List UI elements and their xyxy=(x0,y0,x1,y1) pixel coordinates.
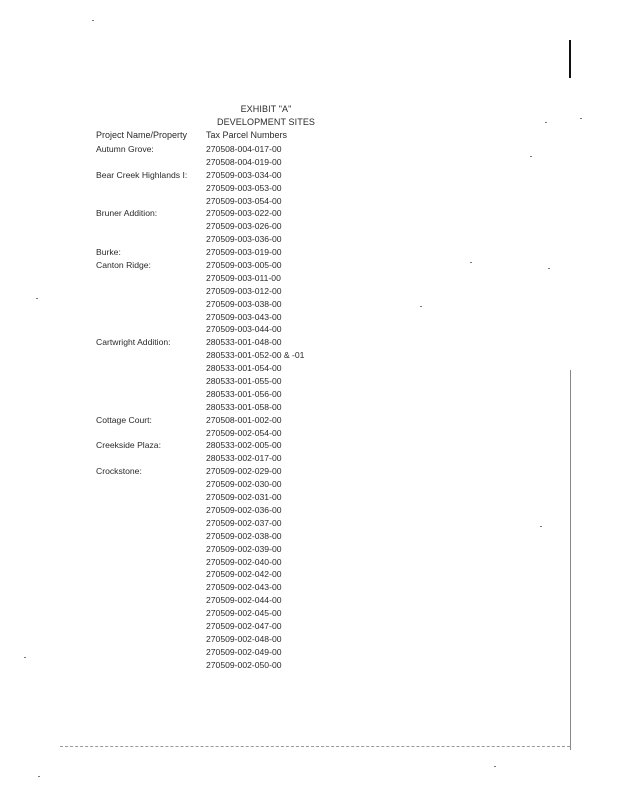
tax-parcel-number: 270509-002-030-00 xyxy=(206,479,282,490)
parcel-row xyxy=(96,375,416,388)
tax-parcel-number: 270509-002-042-00 xyxy=(206,569,282,580)
tax-parcel-number: 270508-001-002-00 xyxy=(206,414,282,425)
tax-parcel-number: 270509-003-053-00 xyxy=(206,182,282,193)
exhibit-title: EXHIBIT "A" xyxy=(240,104,292,114)
parcel-row xyxy=(96,543,416,556)
scan-edge-line xyxy=(570,370,571,750)
tax-parcel-number: 280533-001-056-00 xyxy=(206,388,282,399)
tax-parcel-number: 270508-004-017-00 xyxy=(206,144,282,154)
parcel-row xyxy=(96,504,416,517)
scan-footer-line xyxy=(60,746,570,747)
tax-parcel-number: 270509-003-043-00 xyxy=(206,311,282,322)
parcel-row xyxy=(96,581,416,594)
parcel-row xyxy=(96,169,416,182)
scan-speck xyxy=(540,526,542,527)
parcel-row xyxy=(96,272,416,285)
parcel-row xyxy=(96,478,416,491)
tax-parcel-number: 270509-003-022-00 xyxy=(206,208,282,219)
scan-speck xyxy=(24,657,26,658)
tax-parcel-number: 270509-003-026-00 xyxy=(206,221,282,232)
parcel-row xyxy=(96,659,416,672)
tax-parcel-number: 270509-002-037-00 xyxy=(206,517,282,528)
tax-parcel-number: 270509-002-040-00 xyxy=(206,556,282,567)
tax-parcel-number: 270509-002-039-00 xyxy=(206,543,282,554)
parcel-row xyxy=(96,401,416,414)
parcel-row xyxy=(96,336,416,349)
tax-parcel-number: 280533-001-058-00 xyxy=(206,401,282,412)
project-name: Burke: xyxy=(96,247,121,258)
tax-parcel-number: 270509-002-038-00 xyxy=(206,530,282,541)
parcel-row xyxy=(96,517,416,530)
parcel-row xyxy=(96,388,416,401)
tax-parcel-number: 270509-003-019-00 xyxy=(206,247,282,258)
parcel-row xyxy=(96,233,416,246)
scan-speck xyxy=(420,306,422,307)
tax-parcel-number: 270509-002-049-00 xyxy=(206,646,282,657)
project-name: Bear Creek Highlands I: xyxy=(96,169,188,180)
scan-speck xyxy=(580,118,582,119)
tax-parcel-number: 270509-002-045-00 xyxy=(206,608,282,619)
tax-parcel-number: 270509-002-036-00 xyxy=(206,504,282,515)
tax-parcel-number: 270509-003-012-00 xyxy=(206,285,282,296)
parcel-row xyxy=(96,646,416,659)
tax-parcel-number: 270509-003-036-00 xyxy=(206,234,282,245)
tax-parcel-number: 270509-003-044-00 xyxy=(206,324,282,335)
tax-parcel-number: 280533-001-054-00 xyxy=(206,363,282,374)
project-name: Cottage Court: xyxy=(96,414,152,425)
tax-parcel-number: 280533-002-017-00 xyxy=(206,453,282,464)
parcel-row xyxy=(96,452,416,465)
tax-parcel-number: 280533-001-048-00 xyxy=(206,337,282,348)
scan-speck xyxy=(38,776,40,777)
parcel-row xyxy=(96,530,416,543)
tax-parcel-number: 270509-002-047-00 xyxy=(206,620,282,631)
parcel-row xyxy=(96,323,416,336)
tax-parcel-number: 270509-003-038-00 xyxy=(206,298,282,309)
scan-speck xyxy=(92,20,94,21)
parcel-row xyxy=(96,246,416,259)
tax-parcel-number: 280533-001-055-00 xyxy=(206,376,282,387)
scan-speck xyxy=(545,122,547,123)
parcel-row xyxy=(96,556,416,569)
tax-parcel-number: 270509-002-031-00 xyxy=(206,492,282,503)
tax-parcel-number: 270509-003-005-00 xyxy=(206,260,282,271)
scan-speck xyxy=(530,156,532,157)
parcel-row xyxy=(96,633,416,646)
parcel-row xyxy=(96,156,416,169)
column-header-project: Project Name/Property xyxy=(96,130,188,140)
parcel-row xyxy=(96,568,416,581)
project-name: Creekside Plaza: xyxy=(96,440,161,451)
parcel-row xyxy=(96,491,416,504)
parcel-row xyxy=(96,143,416,156)
parcel-row xyxy=(96,362,416,375)
parcel-row xyxy=(96,594,416,607)
tax-parcel-number: 270509-002-048-00 xyxy=(206,633,282,644)
tax-parcel-number: 270509-003-034-00 xyxy=(206,169,282,180)
tax-parcel-number: 280533-001-052-00 & -01 xyxy=(206,350,305,361)
scan-edge-mark xyxy=(569,40,571,78)
tax-parcel-number: 270509-003-054-00 xyxy=(206,195,282,206)
parcel-row xyxy=(96,207,416,220)
scan-speck xyxy=(36,298,38,299)
parcel-table xyxy=(96,143,416,672)
tax-parcel-number: 270509-002-054-00 xyxy=(206,427,282,438)
scan-speck xyxy=(470,262,472,263)
parcel-row xyxy=(96,182,416,195)
project-name: Autumn Grove: xyxy=(96,144,154,154)
project-name: Cartwright Addition: xyxy=(96,337,171,348)
parcel-row xyxy=(96,427,416,440)
parcel-row xyxy=(96,414,416,427)
tax-parcel-number: 270509-002-043-00 xyxy=(206,582,282,593)
parcel-row xyxy=(96,220,416,233)
parcel-row xyxy=(96,195,416,208)
parcel-row xyxy=(96,298,416,311)
parcel-row xyxy=(96,439,416,452)
tax-parcel-number: 270509-002-029-00 xyxy=(206,466,282,477)
scan-speck xyxy=(494,766,496,767)
tax-parcel-number: 280533-002-005-00 xyxy=(206,440,282,451)
project-name: Crockstone: xyxy=(96,466,142,477)
parcel-row xyxy=(96,285,416,298)
tax-parcel-number: 270509-003-011-00 xyxy=(206,272,281,283)
column-header-parcels: Tax Parcel Numbers xyxy=(206,130,288,140)
parcel-row xyxy=(96,607,416,620)
exhibit-subtitle: DEVELOPMENT SITES xyxy=(216,117,316,127)
parcel-row xyxy=(96,311,416,324)
project-name: Canton Ridge: xyxy=(96,260,151,271)
parcel-row xyxy=(96,259,416,272)
parcel-row xyxy=(96,620,416,633)
tax-parcel-number: 270509-002-044-00 xyxy=(206,595,282,606)
parcel-row xyxy=(96,465,416,478)
parcel-row xyxy=(96,349,416,362)
project-name: Bruner Addition: xyxy=(96,208,158,219)
scan-speck xyxy=(548,268,550,269)
tax-parcel-number: 270509-002-050-00 xyxy=(206,659,282,670)
tax-parcel-number: 270508-004-019-00 xyxy=(206,156,282,167)
